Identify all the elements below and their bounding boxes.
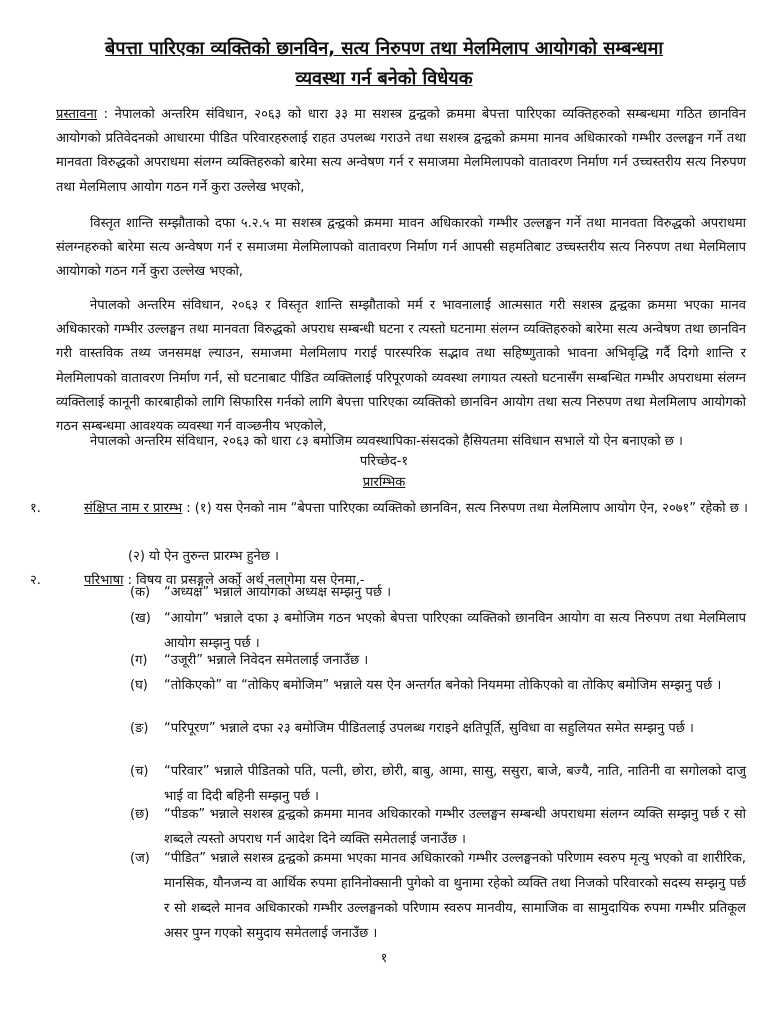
document-title-line-1: बेपत्ता पारिएका व्यक्तिको छानविन, सत्य निरुपण तथा मेलमिलाप आयोगको सम्बन्धमा — [104, 38, 664, 59]
definition-label-ga: (ग) — [130, 653, 148, 668]
definition-paripuran: “परिपूरण” भन्नाले दफा २३ बमोजिम पीडितलाई उपलब्ध गराइने क्षतिपूर्ति, सुविधा वा सहुलियत समेत सम्झनु पर्छ । — [164, 721, 694, 736]
definition-pidak: “पीडक” भन्नाले सशस्त्र द्वन्द्वको क्रममा मानव अधिकारको गम्भीर उल्लङ्घन सम्बन्धी अपराधमा संलग्न व्यक्ति सम्झनु पर्छ र सो शब्दले त्यस्तो अपराध गर्न आदेश दिने व्यक्ति समेतलाई जनाउँछ । — [164, 807, 746, 847]
definition-label-kha: (ख) — [130, 611, 151, 626]
definition-aayog: “आयोग” भन्नाले दफा ३ बमोजिम गठन भएको बेपत्ता पारिएका व्यक्तिको छानविन आयोग वा सत्य निरुपण तथा मेलमिलाप आयोग सम्झनु पर्छ । — [164, 611, 746, 651]
definition-label-cha: (च) — [130, 764, 149, 779]
section-1-subsection-2: (२) यो ऐन तुरुन्त प्रारम्भ हुनेछ । — [128, 549, 279, 564]
preamble-label: प्रस्तावना — [56, 107, 98, 122]
definition-tokieko: “तोकिएको” वा “तोकिए बमोजिम” भन्नाले यस ऐन अन्तर्गत बनेको नियममा तोकिएको वा तोकिए बमोजिम सम्झनु पर्छ । — [164, 678, 722, 693]
definition-label-ka: (क) — [130, 585, 151, 600]
page-number: १ — [380, 951, 388, 966]
definition-label-nga: (ङ) — [130, 721, 149, 736]
section-2-text: : विषय वा प्रसङ्गले अर्को अर्थ नलागेमा यस ऐनमा,- — [123, 573, 365, 588]
chapter-heading: परिच्छेद-१ — [359, 454, 409, 469]
preamble-text: : नेपालको अन्तरिम संविधान, २०६३ को धारा ३३ मा सशस्त्र द्वन्द्वको क्रममा बेपत्ता पारिएका व्यक्तिहरुको सम्बन्धमा गठित छानविन आयोगको प्रतिवेदनको आधारमा पीडित परिवारहरुलाई राहत उपलब्ध गराउने तथा सशस्त्र द्वन्द्वको क्रममा मानव अधिकारको गम्भीर उल्लङ्घन गर्ने तथा मानवता विरुद्धको अपराधमा संलग्न व्यक्तिहरुको बारेमा सत्य अन्वेषण गर्न र समाजमा मेलमिलापको वातावरण निर्माण गर्न उच्चस्तरीय सत्य निरुपण तथा मेलमिलाप आयोग गठन गर्ने कुरा उल्लेख भएको, — [56, 107, 746, 195]
paragraph-purpose: नेपालको अन्तरिम संविधान, २०६३ र विस्तृत शान्ति सम्झौताको मर्म र भावनालाई आत्मसात गरी सशस्त्र द्वन्द्वका क्रममा भएका मानव अधिकारको गम्भीर उल्लङ्घन तथा मानवता विरुद्धको अपराध सम्बन्धी घटना र त्यस्तो घटनामा संलग्न व्यक्तिहरुको बारेमा सत्य अन्वेषण तथा छानविन गरी वास्तविक तथ्य जनसमक्ष ल्याउन, समाजमा मेलमिलाप गराई पारस्परिक सद्भाव तथा सहिष्णुताको भावना अभिवृद्धि गर्दै दिगो शान्ति र मेलमिलापको वातावरण निर्माण गर्न, सो घटनाबाट पीडित व्यक्तिलाई परिपूरणको व्यवस्था लगायत त्यस्तो घटनासँग सम्बन्धित गम्भीर अपराधमा संलग्न व्यक्तिलाई कानूनी कारबाहीको लागि सिफारिस गर्नको लागि बेपत्ता पारिएका व्यक्तिको छानविन आयोग तथा सत्य निरुपण तथा मेलमिलाप आयोगको गठन सम्बन्धमा आवश्यक व्यवस्था गर्न वाञ्छनीय भएकोले, — [56, 298, 746, 435]
definition-ujuri: “उजूरी” भन्नाले निवेदन समेतलाई जनाउँछ । — [164, 653, 369, 668]
section-2-heading: परिभाषा — [84, 573, 124, 588]
paragraph-enactment: नेपालको अन्तरिम संविधान, २०६३ को धारा ८३ बमोजिम व्यवस्थापिका-संसदको हैसियतमा संविधान सभाले यो ऐन बनाएको छ । — [90, 434, 683, 449]
paragraph-peace-accord: विस्तृत शान्ति सम्झौताको दफा ५.२.५ मा सशस्त्र द्वन्द्वको क्रममा मावन अधिकारको गम्भीर उल्लङ्घन गर्ने तथा मानवता विरुद्धको अपराधमा संलग्नहरुको बारेमा सत्य अन्वेषण गर्न र समाजमा मेलमिलापको वातावरण निर्माण गर्न आपसी सहमतिबाट उच्चस्तरीय सत्य निरुपण तथा मेलमिलाप आयोगको गठन गर्ने कुरा उल्लेख भएको, — [56, 216, 746, 280]
definition-label-chha: (छ) — [130, 807, 150, 822]
definition-adhyaksha: “अध्यक्ष” भन्नाले आयोगको अध्यक्ष सम्झनु पर्छ । — [164, 585, 392, 600]
document-title-line-2: व्यवस्था गर्न बनेको विधेयक — [295, 68, 473, 89]
definition-pariwar: “परिवार” भन्नाले पीडितको पति, पत्नी, छोरा, छोरी, बाबु, आमा, सासु, ससुरा, बाजे, बज्यै, नाति, नातिनी वा सगोलको दाजु भाई वा दिदी बहिनी सम्झनु पर्छ । — [164, 764, 746, 804]
definition-pidit: “पीडित” भन्नाले सशस्त्र द्वन्द्वको क्रममा भएका मानव अधिकारको गम्भीर उल्लङ्घनको परिणाम स्वरुप मृत्यु भएको वा शारीरिक, मानसिक, यौनजन्य वा आर्थिक रुपमा हानिनोक्सानी पुगेको वा थुनामा रहेको व्यक्ति तथा निजको परिवारको सदस्य सम्झनु पर्छ र सो शब्दले मानव अधिकारको गम्भीर उल्लङ्घनको परिणाम स्वरुप मानवीय, सामाजिक वा सामुदायिक रुपमा गम्भीर प्रतिकूल असर पुग्न गएको समुदाय समेतलाई जनाउँछ । — [164, 851, 746, 941]
section-1-body — [84, 497, 748, 521]
definition-label-ja: (ज) — [130, 851, 150, 866]
preamble-paragraph — [56, 103, 746, 200]
section-1-heading: संक्षिप्त नाम र प्रारम्भ — [84, 501, 183, 516]
section-1-number: १. — [30, 501, 41, 516]
section-1-text: : (१) यस ऐनको नाम “बेपत्ता पारिएका व्यक्तिको छानविन, सत्य निरुपण तथा मेलमिलाप आयोग ऐन, २०७१” रहेको छ । — [182, 501, 748, 516]
chapter-name: प्रारम्भिक — [362, 475, 406, 490]
section-2-number: २. — [30, 573, 41, 588]
definition-label-gha: (घ) — [130, 678, 148, 693]
